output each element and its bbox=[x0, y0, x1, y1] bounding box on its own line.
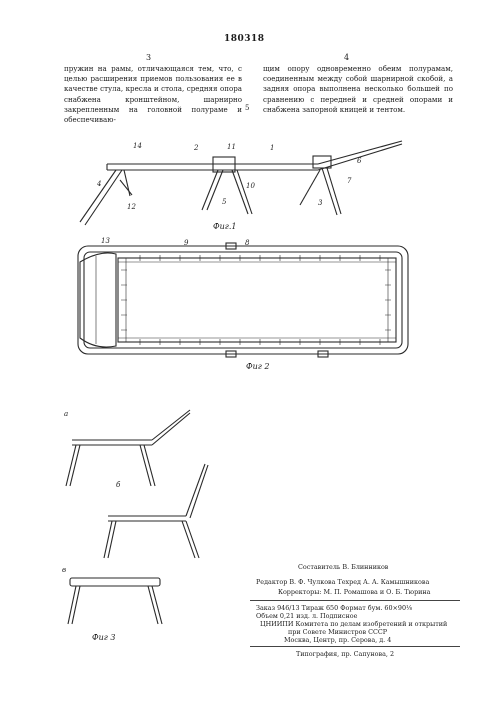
divider-2 bbox=[250, 646, 460, 647]
figure-2-caption: Фиг 2 bbox=[246, 362, 270, 371]
figure-1-caption: Фиг.1 bbox=[213, 222, 237, 231]
fig1-label-3: 3 bbox=[318, 199, 323, 207]
column-number-left: 3 bbox=[146, 53, 152, 62]
compiler-line: Составитель В. Блинников bbox=[298, 563, 389, 571]
fig3-label-a: а bbox=[64, 410, 69, 418]
fig1-label-10: 10 bbox=[246, 182, 255, 190]
fig1-label-4: 4 bbox=[97, 180, 102, 188]
figure-3b-armchair-view bbox=[104, 464, 208, 558]
column-number-right: 4 bbox=[344, 53, 350, 62]
line-number-marker: 5 bbox=[245, 104, 250, 112]
volume-line: Объем 0,21 изд. л. Подписное bbox=[256, 612, 358, 620]
fig1-label-5: 5 bbox=[222, 198, 227, 206]
fig3-label-b: б bbox=[116, 481, 121, 489]
fig1-label-7: 7 bbox=[347, 177, 352, 185]
address-line: Москва, Центр, пр. Серова, д. 4 bbox=[284, 636, 392, 644]
correctors-line: Корректоры: М. П. Ромашова и О. Б. Тюрина bbox=[278, 588, 431, 596]
fig1-label-1: 1 bbox=[270, 144, 275, 152]
fig1-label-14: 14 bbox=[133, 142, 142, 150]
printer-line: Типография, пр. Сапунова, 2 bbox=[296, 650, 395, 658]
figure-2-top-view bbox=[78, 243, 408, 357]
order-line: Заказ 946/13 Тираж 650 Формат бум. 60×90⅛ bbox=[256, 604, 413, 612]
fig3-label-c: в bbox=[62, 566, 67, 574]
editor-line: Редактор В. Ф. Чулкова Техред А. А. Камышникова bbox=[256, 578, 430, 586]
divider bbox=[250, 600, 460, 601]
figure-1-side-view bbox=[80, 141, 402, 225]
claim-text-left: пружин на рамы, отличающаяся тем, что, с целью расширения приемов пользования ее в качестве стула, кресла и стола, средняя опора снабжена кронштейном, шарнирно закрепленным на головной полураме и обеспечиваю- bbox=[64, 64, 242, 125]
claim-text-right: щим опору одновременно обеим полурамам, соединенным между собой шарнирной скобой, а задняя опора выполнена несколько большей по сравнению с передней и средней опорами и снабжена запорной кницей и тентом. bbox=[263, 64, 453, 114]
fig1-label-11: 11 bbox=[227, 143, 236, 151]
figure-3c-table-view bbox=[68, 578, 162, 624]
figure-3-caption: Фиг 3 bbox=[92, 633, 116, 642]
fig1-label-12: 12 bbox=[127, 203, 136, 211]
patent-number: 180318 bbox=[224, 34, 265, 44]
fig2-label-13: 13 bbox=[101, 237, 110, 245]
organization-line-2: при Совете Министров СССР bbox=[288, 628, 388, 636]
fig1-label-6: 6 bbox=[357, 157, 362, 165]
fig1-label-2: 2 bbox=[194, 144, 199, 152]
fig2-label-9: 9 bbox=[184, 239, 189, 247]
figure-3a-chair-view bbox=[66, 410, 190, 486]
fig2-label-8: 8 bbox=[245, 239, 250, 247]
organization-line-1: ЦНИИПИ Комитета по делам изобретений и открытий bbox=[260, 620, 448, 628]
